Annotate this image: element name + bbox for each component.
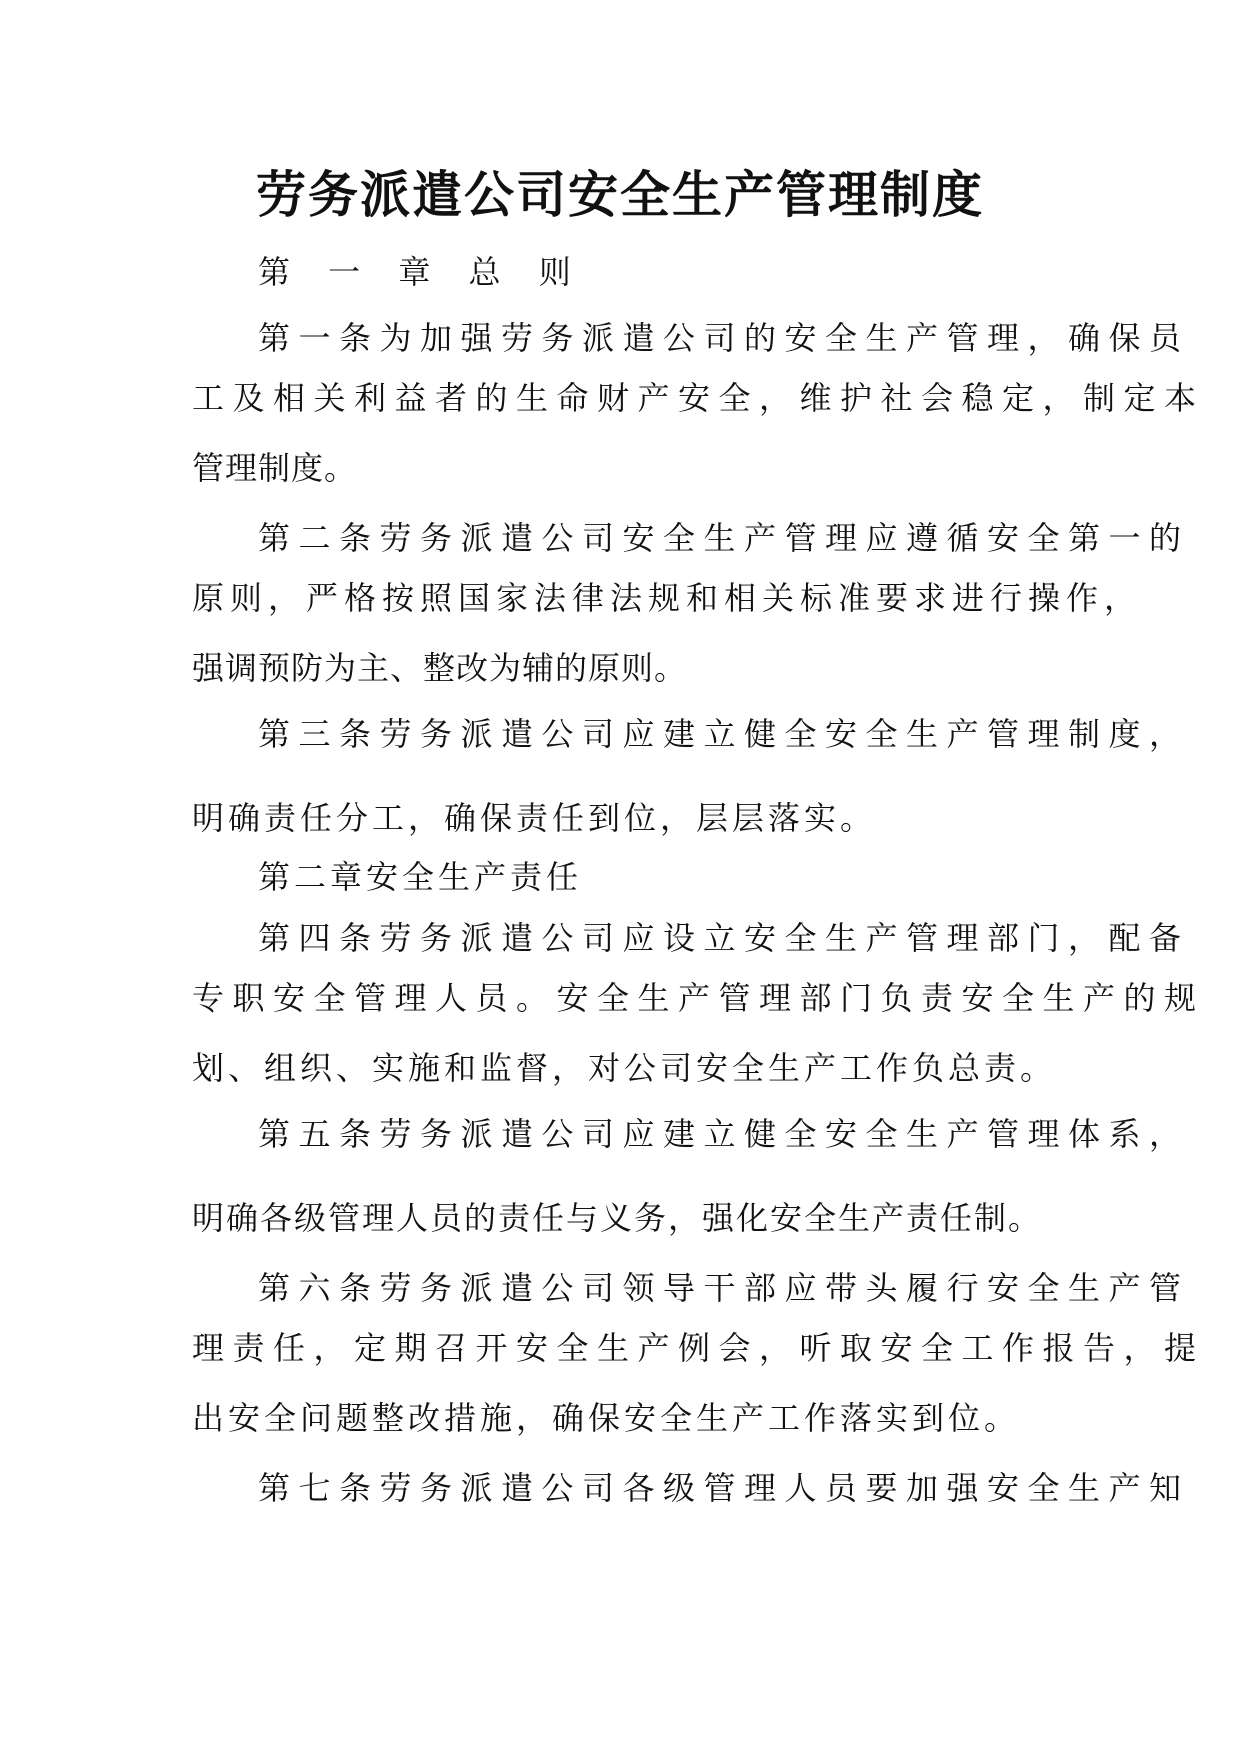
paragraph-line: 第三条劳务派遣公司应建立健全安全生产管理制度， — [258, 715, 1190, 753]
paragraph-line: 出安全问题整改措施，确保安全生产工作落实到位。 — [192, 1399, 1021, 1437]
paragraph-line: 工及相关利益者的生命财产安全，维护社会稳定，制定本 — [192, 379, 1205, 417]
paragraph-line: 理责任，定期召开安全生产例会，听取安全工作报告，提 — [192, 1329, 1205, 1367]
paragraph-line: 强调预防为主、整改为辅的原则。 — [192, 649, 688, 687]
paragraph-line: 第二条劳务派遣公司安全生产管理应遵循安全第一的 — [258, 519, 1190, 557]
paragraph-line: 第五条劳务派遣公司应建立健全安全生产管理体系， — [258, 1115, 1190, 1153]
paragraph-line: 明确各级管理人员的责任与义务，强化安全生产责任制。 — [192, 1199, 1043, 1237]
paragraph-line: 专职安全管理人员。安全生产管理部门负责安全生产的规 — [192, 979, 1205, 1017]
paragraph-line: 明确责任分工，确保责任到位，层层落实。 — [192, 799, 877, 837]
document-title: 劳务派遣公司安全生产管理制度 — [256, 165, 984, 224]
paragraph-line: 第四条劳务派遣公司应设立安全生产管理部门，配备 — [258, 919, 1190, 957]
paragraph-line: 划、组织、实施和监督，对公司安全生产工作负总责。 — [192, 1049, 1057, 1087]
paragraph-line: 第六条劳务派遣公司领导干部应带头履行安全生产管 — [258, 1269, 1190, 1307]
chapter-heading: 第 一 章 总 则 — [258, 253, 585, 291]
chapter-heading: 第二章安全生产责任 — [258, 858, 583, 896]
paragraph-line: 第七条劳务派遣公司各级管理人员要加强安全生产知 — [258, 1469, 1190, 1507]
paragraph-line: 第一条为加强劳务派遣公司的安全生产管理，确保员 — [258, 319, 1190, 357]
paragraph-line: 管理制度。 — [192, 449, 358, 487]
paragraph-line: 原则，严格按照国家法律法规和相关标准要求进行操作， — [192, 579, 1143, 617]
